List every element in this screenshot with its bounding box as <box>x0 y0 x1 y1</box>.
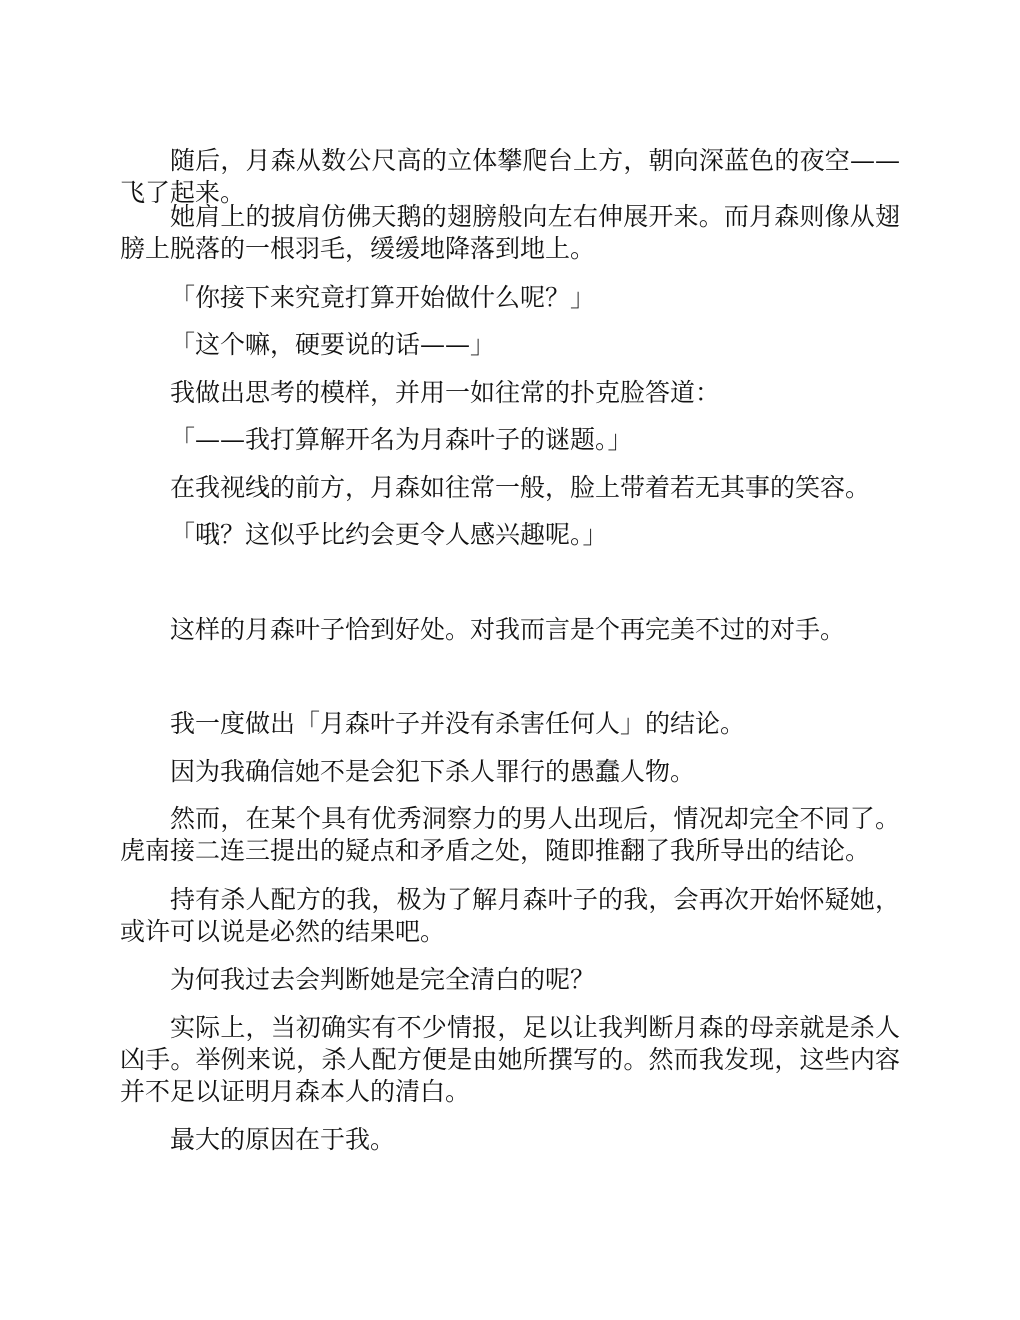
paragraph-6: 「——我打算解开名为月森叶子的谜题。」 <box>170 425 633 454</box>
paragraph-8: 「哦？这似乎比约会更令人感兴趣呢。」 <box>170 520 608 549</box>
paragraph-14: 为何我过去会判断她是完全清白的呢？ <box>170 965 596 994</box>
paragraph-12: 然而，在某个具有优秀洞察力的男人出现后，情况却完全不同了。虎南接二连三提出的疑点和矛盾之处，随即推翻了我所导出的结论。 <box>120 804 900 865</box>
paragraph-1: 随后，月森从数公尺高的立体攀爬台上方，朝向深蓝色的夜空——飞了起来。 <box>120 146 900 207</box>
paragraph-3: 「你接下来究竟打算开始做什么呢？」 <box>170 283 596 312</box>
paragraph-10: 我一度做出「月森叶子并没有杀害任何人」的结论。 <box>170 709 746 738</box>
paragraph-13: 持有杀人配方的我，极为了解月森叶子的我，会再次开始怀疑她，或许可以说是必然的结果吧。 <box>120 885 900 946</box>
paragraph-5: 我做出思考的模样，并用一如往常的扑克脸答道： <box>170 378 721 407</box>
paragraph-16: 最大的原因在于我。 <box>170 1125 396 1154</box>
paragraph-11: 因为我确信她不是会犯下杀人罪行的愚蠢人物。 <box>170 757 696 786</box>
paragraph-15: 实际上，当初确实有不少情报，足以让我判断月森的母亲就是杀人凶手。举例来说，杀人配方便是由她所撰写的。然而我发现，这些内容并不足以证明月森本人的清白。 <box>120 1013 900 1106</box>
paragraph-4: 「这个嘛，硬要说的话——」 <box>170 330 496 359</box>
paragraph-9: 这样的月森叶子恰到好处。对我而言是个再完美不过的对手。 <box>170 615 846 644</box>
paragraph-2: 她肩上的披肩仿佛天鹅的翅膀般向左右伸展开来。而月森则像从翅膀上脱落的一根羽毛，缓缓地降落到地上。 <box>120 202 900 263</box>
paragraph-7: 在我视线的前方，月森如往常一般，脸上带着若无其事的笑容。 <box>170 473 871 502</box>
